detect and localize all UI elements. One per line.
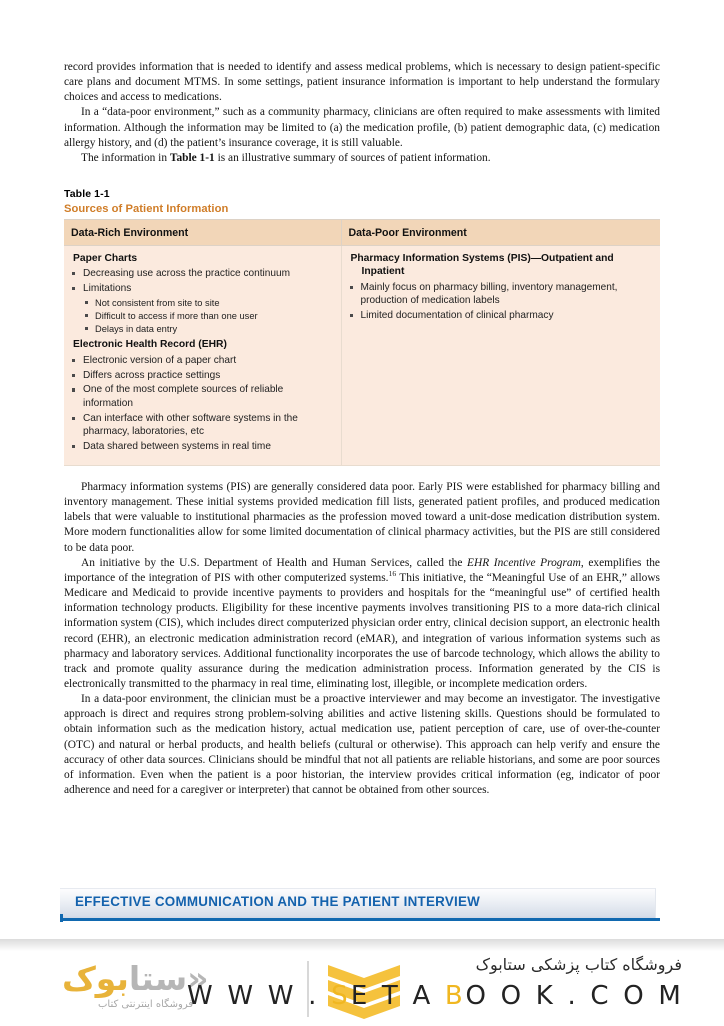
list-item-text: Limitations: [83, 283, 132, 295]
cell-data-poor: [341, 246, 660, 466]
list-item: [71, 369, 333, 382]
intro-text-before: The information in: [81, 151, 170, 164]
list-item-text: Mainly focus on pharmacy billing, inventory management, production of medication labels: [360, 281, 618, 306]
ehr-incentive-program-italic: EHR Incentive Program: [467, 556, 581, 569]
paragraph-data-poor-environment: In a “data-poor environment,” such as a community pharmacy, clinicians are often required to make assessments with limited information. Although the information may be limited to (a) the medication profile, (b) patient demographic data, (c) medication allergy history, and (d) the patient’s insurance coverage, it is still valuable.: [64, 106, 660, 149]
list-item: [71, 282, 333, 335]
list-item: [349, 309, 653, 322]
table-block: [64, 188, 660, 466]
list-item-text: One of the most complete sources of reliable information: [83, 384, 284, 409]
paragraph-table-intro: [64, 151, 660, 166]
logo-wordmark-gray: «ستا: [128, 959, 209, 998]
url-part: E T A: [350, 981, 445, 1011]
group-paper-charts: [71, 252, 333, 335]
url-part: O O K . C O M: [465, 981, 684, 1011]
group-heading-pis-line2: Inpatient: [361, 266, 405, 278]
list-item: [71, 354, 333, 367]
list-item: [71, 267, 333, 280]
list-item: [71, 383, 333, 410]
list-pis: [349, 281, 653, 323]
ehr-text-part1: An initiative by the U.S. Department of Health and Human Services, called the: [81, 556, 468, 569]
footer-tagline-persian: فروشگاه کتاب پزشکی ستابوک: [475, 955, 682, 974]
ehr-text-part2: , exemplifies the importance of the integration of PIS with other computerized systems.: [64, 556, 660, 584]
table-title: Sources of Patient Information: [64, 203, 229, 216]
group-heading-pis: [349, 252, 653, 278]
group-heading-paper-charts: Paper Charts: [73, 253, 138, 265]
list-item: [71, 412, 333, 439]
list-item: [349, 281, 653, 308]
sublist-limitations: [83, 297, 333, 336]
sublist-item: [83, 297, 333, 310]
sublist-item: [83, 323, 333, 336]
footer-inner: [0, 951, 724, 1024]
footer-right-block: [0, 951, 724, 1024]
list-item: [71, 440, 333, 453]
list-item-text: Can interface with other software systems in the pharmacy, laboratories, etc: [83, 412, 298, 438]
cell-data-rich: [64, 246, 341, 466]
group-heading-pis-line1: Pharmacy Information Systems (PIS)—Outpatient and: [350, 253, 614, 265]
sources-of-patient-information-table: [64, 219, 660, 466]
footer-top-fade: [0, 939, 724, 951]
table-body-row: [64, 246, 660, 466]
table-header-row: [64, 220, 660, 246]
footer-url: [187, 981, 684, 1011]
citation-superscript: 16: [388, 569, 397, 579]
column-header-data-rich: Data-Rich Environment: [64, 220, 341, 246]
url-part: W W W .: [187, 981, 332, 1011]
sublist-item: [83, 310, 333, 323]
ehr-text-part3: This initiative, the “Meaningful Use of an EHR,” allows Medicare and Medicaid to provide incentive payments to providers and hospitals for the “meaningful use” of certified health information technology products. Eligibility for these incentive payments involves transitioning PIS to a more data-rich clinical information system (CIS), which includes direct computerized physician order entry, clinical decision support, an electronic health record (EHR), an electronic medication administration record (eMAR), and integration of various information systems such as pharmacy and laboratory services. Additional functionality incorporates the use of barcode technology, which allows the ability to track and promote quality assurance during the medication administration process. Information generated by the CIS is electronically transmitted to the pharmacy in real time, eliminating lost, illegible, or incomplete medication orders.: [64, 571, 660, 690]
group-heading-ehr: Electronic Health Record (EHR): [73, 339, 227, 351]
logo-subtitle: فروشگاه اینترنتی کتاب: [98, 999, 194, 1010]
section-heading-banner: [60, 888, 660, 924]
paragraph-ehr-incentive-program: [64, 556, 660, 692]
list-item-text: Electronic version of a paper chart: [83, 354, 237, 366]
paragraph-continued: record provides information that is needed to identify and assess medical problems, which is necessary to design patient-specific care plans and document MTMS. In some settings, patient insurance information is important to help understand the formulary choices and access to medications.: [64, 61, 660, 104]
list-item-text: Limited documentation of clinical pharmacy: [360, 309, 554, 321]
list-item-text: Data shared between systems in real time: [83, 441, 271, 453]
intro-text-after: is an illustrative summary of sources of patient information.: [214, 151, 491, 164]
paragraph-investigative-approach: In a data-poor environment, the clinician must be a proactive interviewer and may become an investigator. The investigative approach is direct and requires strong problem-solving abilities and active listening skills. Questions should be formulated to obtain information such as the medication history, actual medication use, patient perception of care, use of over-the-counter (OTC) and natural or herbal products, and health beliefs (cultural or otherwise). This approach can help verify and ensure the accuracy of other data sources. Clinicians should be mindful that not all patients are reliable historians, and some are poor sources of information. Even when the patient is a poor historian, the interview provides critical information (eg, indicator of poor adherence and need for a caregiver or interpreter) that cannot be obtained from other sources.: [64, 693, 660, 797]
footer-watermark: [0, 939, 724, 1024]
page-content: [64, 60, 660, 798]
group-pharmacy-information-systems: [349, 252, 653, 322]
table-reference: Table 1-1: [169, 151, 215, 164]
paragraph-pis-data-poor: Pharmacy information systems (PIS) are generally considered data poor. Early PIS were established for pharmacy billing and inventory management. These initial systems provided medication fill lists, generated patient profiles, and produced medication labels that were valuable to institutional pharmacies as the profession moved toward a unit-dose medication distribution system. More modern functionalities allow for some limited documentation of clinical pharmacy activities, but the PIS are still considered to be data poor.: [64, 480, 660, 554]
url-part-highlight-b: B: [444, 981, 466, 1011]
list-item-text: Differs across practice settings: [83, 369, 221, 381]
section-heading-text: EFFECTIVE COMMUNICATION AND THE PATIENT INTERVIEW: [75, 894, 481, 909]
sublist-item-text: Not consistent from site to site: [95, 297, 220, 308]
sublist-item-text: Delays in data entry: [95, 323, 178, 334]
list-item-text: Decreasing use across the practice continuum: [83, 268, 291, 280]
banner-underline-rule: [60, 918, 660, 921]
logo-wordmark-gold: بوک: [62, 959, 129, 998]
list-ehr: [71, 354, 333, 454]
table-number: Table 1-1: [64, 188, 110, 201]
group-electronic-health-record: [71, 338, 333, 453]
column-header-data-poor: Data-Poor Environment: [341, 220, 660, 246]
url-part-highlight-s: S: [331, 981, 351, 1011]
list-paper-charts: [71, 267, 333, 335]
sublist-item-text: Difficult to access if more than one user: [95, 310, 258, 321]
